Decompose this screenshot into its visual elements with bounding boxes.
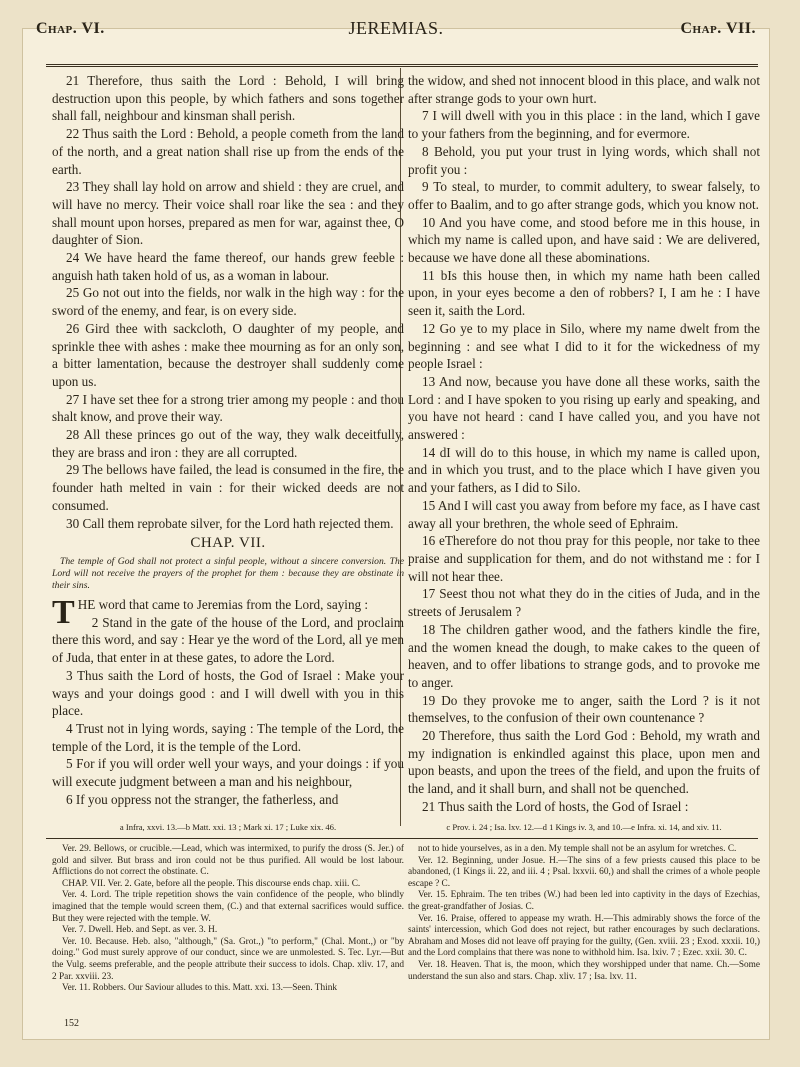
verse: 14 dI will do to this house, in which my name is called upon, and in which you trust, and to the place which I have given you and your fathers, as I did to Silo. — [408, 444, 760, 496]
verse-1-text: HE word that came to Jeremias from the Lord, saying : — [77, 596, 369, 612]
note: Ver. 10. Because. Heb. also, "although," (Sa. Grot.,) "to perform," (Chal. Mont.,) or "by doing." God must surely approve of our conduct, since we are unmolested. S. Tec. Lyr.—But the Vulg. seems preferable, and the people attribute their success to idols. Chap. xliv. 17, and 2 Par. xxviii. 23. — [52, 936, 404, 982]
commentary-notes-right — [408, 844, 760, 1026]
verse: 13 And now, because you have done all these works, saith the Lord : and I have spoken to you rising up early and speaking, and you have not heard : cand I have called you, and you have not answered : — [408, 373, 760, 443]
verse: 7 I will dwell with you in this place : in the land, which I gave to your fathers from the beginning, and for evermore. — [408, 108, 760, 142]
verse: 22 Thus saith the Lord : Behold, a people cometh from the land of the north, and a great nation shall rise up from the ends of the earth. — [52, 126, 404, 177]
verse: 21 Thus saith the Lord of hosts, the God of Israel : — [422, 798, 689, 814]
verse: the widow, and shed not innocent blood in this place, and walk not after strange gods to your own hurt. — [408, 73, 760, 106]
note: Ver. 11. Robbers. Our Saviour alludes to this. Matt. xxi. 13.—Seen. Think — [62, 983, 338, 994]
verse: 10 And you have come, and stood before me in this house, in which my name is called upon, and have said : We are delivered, because we have done all these abominations. — [408, 214, 760, 266]
verse: 3 Thus saith the Lord of hosts, the God of Israel : Make your ways and your doings good : and I will dwell with you in this place. — [52, 667, 404, 719]
verse-1 — [52, 593, 404, 631]
verse: 28 All these princes go out of the way, they walk deceitfully, they are brass and iron : they are all corrupted. — [52, 427, 404, 460]
note: Ver. 15. Ephraim. The ten tribes (W.) had been led into captivity in the days of Ezechias, the great-grandfather of Josias. C. — [408, 890, 760, 912]
header-book-title: JEREMIAS. — [348, 18, 444, 38]
commentary-notes-left — [52, 844, 404, 1026]
verse: 20 Therefore, thus saith the Lord God : Behold, my wrath and my indignation is enkindled against this place, upon men and upon beasts, and upon the trees of the field, and upon the fruits of the land, and it shall burn, and shall not be quenched. — [408, 728, 760, 797]
verse: 25 Go not out into the fields, nor walk in the high way : for the sword of the enemy, and fear, is on every side. — [52, 285, 404, 319]
note: Ver. 29. Bellows, or crucible.—Lead, which was intermixed, to purify the dross (S. Jer.) of gold and silver. But brass and iron could not be thus purified. All would be lost labour. Afflictions do not correct the obstinate. C. — [52, 844, 404, 878]
page-number: 152 — [64, 1018, 79, 1029]
note: Ver. 4. Lord. The triple repetition shows the vain confidence of the people, who blindly imagined that the temple would screen them, (C.) and that external sacrifices would suffice. But they were rejected with the temple. W. — [52, 890, 404, 924]
header-chapter-left: Chap. VI. — [36, 20, 105, 37]
chapter-summary: The temple of God shall not protect a sinful people, without a sincere conversion. The Lord will not receive the prayers of the prophet for them : because they are obstinate in their sins. — [52, 555, 404, 591]
note: Ver. 18. Heaven. That is, the moon, which they worshipped under that name. Ch.—Some understand the sun also and stars. Chap. xliv. 17 ; Isa. lxv. 11. — [408, 959, 760, 982]
left-column — [52, 72, 404, 816]
verse: 27 I have set thee for a strong trier among my people : and thou shalt know, and prove their way. — [52, 391, 404, 425]
verse: 17 Seest thou not what they do in the cities of Juda, and in the streets of Jerusalem ? — [408, 586, 760, 620]
verse: 23 They shall lay hold on arrow and shield : they are cruel, and will have no mercy. Their voice shall roar like the sea : and they shall mount upon horses, prepared as men for war, against thee, O daughter of Sion. — [52, 179, 404, 248]
header-rule — [46, 64, 758, 65]
verse: 2 Stand in the gate of the house of the Lord, and proclaim there this word, and say : Hear ye the word of the Lord, all ye men of Juda, that enter in at these gates, to adore the Lord. — [52, 614, 404, 666]
verse: 8 Behold, you put your trust in lying words, which shall not profit you : — [408, 143, 760, 177]
verse: 16 eTherefore do not thou pray for this people, nor take to thee praise and supplication for them, and do not withstand me : for I will not hear thee. — [408, 533, 760, 584]
verse: 9 To steal, to murder, to commit adultery, to swear falsely, to offer to Baalim, and to go after strange gods, which you know not. — [408, 179, 760, 212]
header-rule-double — [46, 66, 758, 67]
header-chapter-right: Chap. VII. — [680, 20, 756, 37]
footnote-references-left: a Infra, xxvi. 13.—b Matt. xxi. 13 ; Mark xi. 17 ; Luke xix. 46. — [119, 822, 337, 832]
running-header — [26, 12, 766, 52]
note: not to hide yourselves, as in a den. My temple shall not be an asylum for wretches. C. — [418, 844, 737, 854]
footnote-references-right: c Prov. i. 24 ; Isa. lxv. 12.—d 1 Kings iv. 3, and 10.—e Infra. xi. 14, and xiv. 11. — [446, 822, 722, 832]
chapter-title: CHAP. VII. — [190, 535, 266, 552]
note: Ver. 7. Dwell. Heb. and Sept. as ver. 3. H. — [62, 925, 218, 936]
notes-rule — [46, 838, 758, 839]
verse: 29 The bellows have failed, the lead is consumed in the fire, the founder hath melted in vain : for their wicked deeds are not consumed. — [52, 462, 404, 513]
verse: 18 The children gather wood, and the fathers kindle the fire, and the women knead the dough, to make cakes to the queen of heaven, and to offer libations to strange gods, and to provoke me to anger. — [408, 621, 760, 690]
verse: 21 Therefore, thus saith the Lord : Behold, I will bring destruction upon this people, by which fathers and sons together shall fall, neighbour and kinsman shall perish. — [52, 73, 404, 124]
note: Ver. 16. Praise, offered to appease my wrath. H.—This admirably shows the force of the saints' intercession, which God does not reject, but rather encourages by such declarations. Abraham and Moses did not leave off praying for the guilty, (Gen. xviii. 23 ; Exod. xxxii. 10,) and the Lord complains that there was none to withhold him. Isa. lxiv. 7 ; Ezec. xxii. 30. C. — [408, 913, 760, 959]
verse: 15 And I will cast you away from before my face, as I have cast away all your brethren, the whole seed of Ephraim. — [408, 497, 760, 531]
right-column — [408, 72, 760, 816]
verse: 5 For if you will order well your ways, and your doings : if you will execute judgment between a man and his neighbour, — [52, 756, 404, 790]
note: Ver. 12. Beginning, under Josue. H.—The sins of a few priests caused this place to be abandoned, (1 Kings ii. 22, and iii. 4 ; Psal. lxxvii. 60,) and shall the crimes of a whole people escape ? C. — [408, 855, 760, 889]
verse: 4 Trust not in lying words, saying : The temple of the Lord, the temple of the Lord, it is the temple of the Lord. — [52, 720, 404, 754]
note: CHAP. VII. Ver. 2. Gate, before all the people. This discourse ends chap. xiii. C. — [62, 878, 361, 889]
verse: 26 Gird thee with sackcloth, O daughter of my people, and sprinkle thee with ashes : make thee mourning as for an only son, a bitter lamentation, because the destroyer shall suddenly come upon us. — [52, 320, 404, 389]
verse: 30 Call them reprobate silver, for the Lord hath rejected them. — [66, 515, 394, 531]
verse: 11 bIs this house then, in which my name hath been called upon, in your eyes become a den of robbers? I, I am he : I have seen it, saith the Lord. — [408, 267, 760, 319]
drop-cap: T — [52, 593, 75, 631]
verse: 19 Do they provoke me to anger, saith the Lord ? is it not themselves, to the confusion of their own countenance ? — [408, 692, 760, 726]
verse: 24 We have heard the fame thereof, our hands grew feeble : anguish hath taken hold of us, as a woman in labour. — [52, 250, 404, 283]
verse: 6 If you oppress not the stranger, the fatherless, and — [66, 791, 339, 807]
verse: 12 Go ye to my place in Silo, where my name dwelt from the beginning : and see what I did to it for the wickedness of my people Israel : — [408, 320, 760, 372]
